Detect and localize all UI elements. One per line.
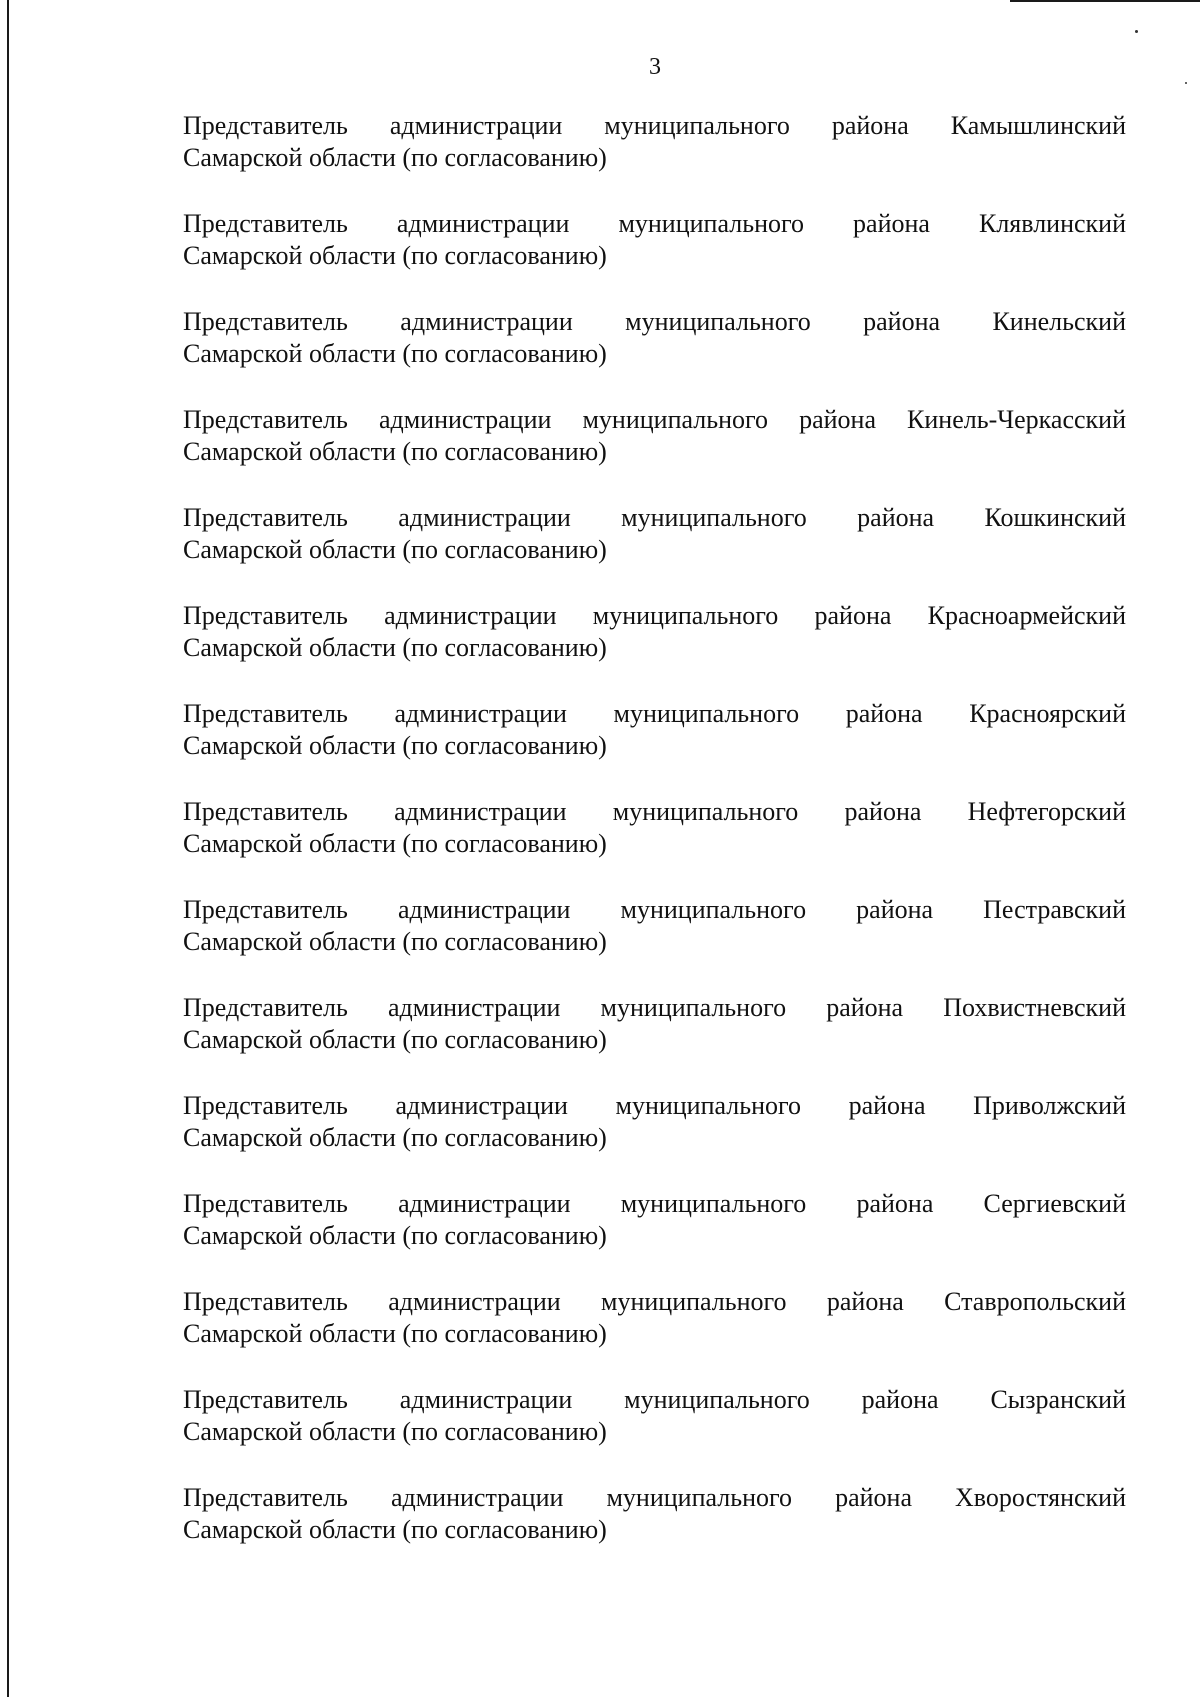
entry-title: Представитель администрации муниципального района Хворостянский xyxy=(183,1483,1126,1512)
entry-title: Представитель администрации муниципального района Пестравский xyxy=(183,895,1126,924)
entry-region: Самарской области (по согласованию) xyxy=(183,535,607,564)
scan-speck xyxy=(1185,82,1187,84)
list-item xyxy=(183,306,1126,370)
list-item xyxy=(183,992,1126,1056)
entry-region: Самарской области (по согласованию) xyxy=(183,829,607,858)
entry-region: Самарской области (по согласованию) xyxy=(183,633,607,662)
entry-region: Самарской области (по согласованию) xyxy=(183,437,607,466)
scan-left-border xyxy=(7,0,9,1697)
scan-speck xyxy=(1135,30,1138,33)
entry-title: Представитель администрации муниципального района Красноармейский xyxy=(183,601,1126,630)
list-item xyxy=(183,894,1126,958)
list-item xyxy=(183,1286,1126,1350)
entry-region: Самарской области (по согласованию) xyxy=(183,1123,607,1152)
entry-title: Представитель администрации муниципального района Сызранский xyxy=(183,1385,1126,1414)
page-number: 3 xyxy=(649,54,661,80)
list-item xyxy=(183,110,1126,174)
entry-title: Представитель администрации муниципального района Ставропольский xyxy=(183,1287,1126,1316)
list-item xyxy=(183,600,1126,664)
entry-title: Представитель администрации муниципального района Кошкинский xyxy=(183,503,1126,532)
list-item xyxy=(183,404,1126,468)
list-item xyxy=(183,1384,1126,1448)
entry-region: Самарской области (по согласованию) xyxy=(183,1417,607,1446)
list-item xyxy=(183,796,1126,860)
representatives-list xyxy=(183,110,1126,1580)
entry-title: Представитель администрации муниципального района Нефтегорский xyxy=(183,797,1126,826)
list-item xyxy=(183,1188,1126,1252)
entry-region: Самарской области (по согласованию) xyxy=(183,1319,607,1348)
entry-title: Представитель администрации муниципального района Кинельский xyxy=(183,307,1126,336)
entry-region: Самарской области (по согласованию) xyxy=(183,731,607,760)
scan-top-border xyxy=(1010,0,1200,2)
entry-region: Самарской области (по согласованию) xyxy=(183,1221,607,1250)
entry-region: Самарской области (по согласованию) xyxy=(183,143,607,172)
entry-title: Представитель администрации муниципального района Кинель-Черкасский xyxy=(183,405,1126,434)
entry-region: Самарской области (по согласованию) xyxy=(183,1515,607,1544)
list-item xyxy=(183,1482,1126,1546)
list-item xyxy=(183,502,1126,566)
entry-title: Представитель администрации муниципального района Камышлинский xyxy=(183,111,1126,140)
entry-title: Представитель администрации муниципального района Красноярский xyxy=(183,699,1126,728)
list-item xyxy=(183,1090,1126,1154)
entry-title: Представитель администрации муниципального района Клявлинский xyxy=(183,209,1126,238)
entry-region: Самарской области (по согласованию) xyxy=(183,241,607,270)
entry-title: Представитель администрации муниципального района Похвистневский xyxy=(183,993,1126,1022)
entry-region: Самарской области (по согласованию) xyxy=(183,339,607,368)
entry-region: Самарской области (по согласованию) xyxy=(183,927,607,956)
list-item xyxy=(183,208,1126,272)
entry-title: Представитель администрации муниципального района Сергиевский xyxy=(183,1189,1126,1218)
entry-region: Самарской области (по согласованию) xyxy=(183,1025,607,1054)
entry-title: Представитель администрации муниципального района Приволжский xyxy=(183,1091,1126,1120)
list-item xyxy=(183,698,1126,762)
